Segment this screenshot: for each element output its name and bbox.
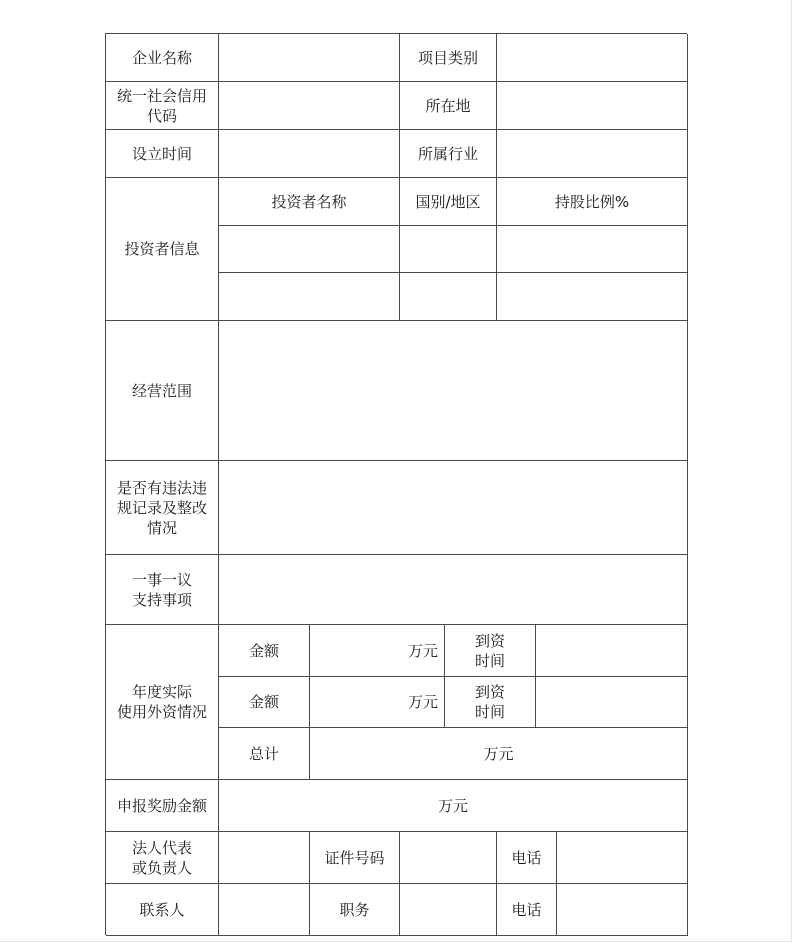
input-country-region-1[interactable] <box>400 226 497 273</box>
input-share-ratio-2[interactable] <box>497 273 688 321</box>
input-company-name[interactable] <box>219 34 400 82</box>
label-total: 总计 <box>219 728 310 780</box>
header-investor-name: 投资者名称 <box>219 178 400 226</box>
input-award-amount[interactable]: 万元 <box>219 780 688 832</box>
input-share-ratio-1[interactable] <box>497 226 688 273</box>
input-credit-code[interactable] <box>219 82 400 130</box>
label-id-number: 证件号码 <box>310 832 400 884</box>
header-share-ratio: 持股比例% <box>497 178 688 226</box>
input-project-category[interactable] <box>497 34 688 82</box>
label-funding-time-2: 到资 时间 <box>445 677 536 728</box>
label-phone-2: 电话 <box>497 884 557 936</box>
label-funding-time-1: 到资 时间 <box>445 625 536 677</box>
label-location: 所在地 <box>400 82 497 130</box>
label-established: 设立时间 <box>106 130 219 178</box>
label-award-amount: 申报奖励金额 <box>106 780 219 832</box>
label-company-name: 企业名称 <box>106 34 219 82</box>
input-one-matter[interactable] <box>219 555 688 625</box>
input-funding-time-2[interactable] <box>536 677 688 728</box>
input-funding-time-1[interactable] <box>536 625 688 677</box>
label-business-scope: 经营范围 <box>106 321 219 461</box>
label-one-matter: 一事一议 支持事项 <box>106 555 219 625</box>
input-established[interactable] <box>219 130 400 178</box>
label-investor-info: 投资者信息 <box>106 178 219 321</box>
input-industry[interactable] <box>497 130 688 178</box>
input-business-scope[interactable] <box>219 321 688 461</box>
label-phone-1: 电话 <box>497 832 557 884</box>
input-location[interactable] <box>497 82 688 130</box>
input-legal-rep[interactable] <box>219 832 310 884</box>
label-credit-code: 统一社会信用 代码 <box>106 82 219 130</box>
label-project-category: 项目类别 <box>400 34 497 82</box>
label-legal-rep: 法人代表 或负责人 <box>106 832 219 884</box>
input-contact[interactable] <box>219 884 310 936</box>
input-country-region-2[interactable] <box>400 273 497 321</box>
label-contact: 联系人 <box>106 884 219 936</box>
application-form-table <box>105 33 687 935</box>
header-country-region: 国别/地区 <box>400 178 497 226</box>
label-annual-fdi: 年度实际 使用外资情况 <box>106 625 219 780</box>
input-amount-2[interactable]: 万元 <box>310 677 445 728</box>
input-violation-record[interactable] <box>219 461 688 555</box>
label-amount-1: 金额 <box>219 625 310 677</box>
label-industry: 所属行业 <box>400 130 497 178</box>
input-total[interactable]: 万元 <box>310 728 688 780</box>
input-amount-1[interactable]: 万元 <box>310 625 445 677</box>
input-id-number[interactable] <box>400 832 497 884</box>
input-investor-name-2[interactable] <box>219 273 400 321</box>
input-phone-1[interactable] <box>557 832 688 884</box>
label-violation-record: 是否有违法违 规记录及整改 情况 <box>106 461 219 555</box>
input-phone-2[interactable] <box>557 884 688 936</box>
input-position[interactable] <box>400 884 497 936</box>
input-investor-name-1[interactable] <box>219 226 400 273</box>
label-position: 职务 <box>310 884 400 936</box>
label-amount-2: 金额 <box>219 677 310 728</box>
